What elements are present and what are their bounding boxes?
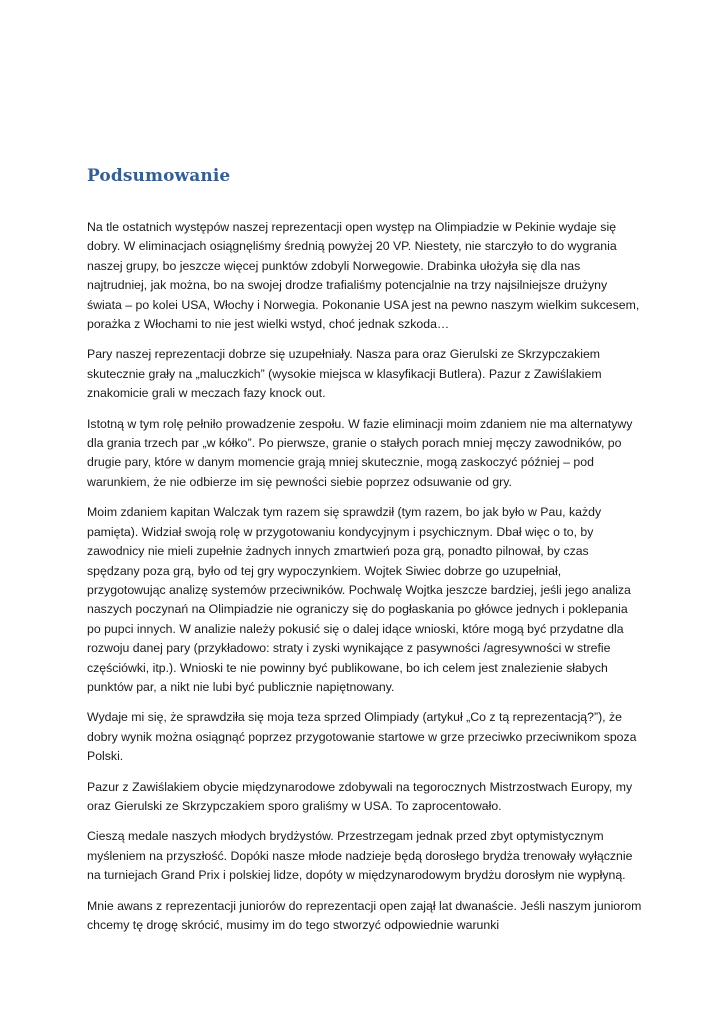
body-text [87, 218, 643, 946]
paragraph-3: Istotną w tym rolę pełniło prowadzenie zespołu. W fazie eliminacji moim zdaniem nie ma alternatywy dla grania trzech par „w kółko”. Po pierwsze, granie o stałych porach mniej męczy zawodników, po drugie pary, które w danym momencie grają mniej skutecznie, mogą zaskoczyć później – pod warunkiem, że nie odbierze im się pewności siebie poprzez odsuwanie od gry. [87, 416, 633, 489]
paragraph-5: Wydaje mi się, że sprawdziła się moja teza sprzed Olimpiady (artykuł „Co z tą reprezentacją?”), że dobry wynik można osiągnąć poprzez przygotowanie startowe w grze przeciwko przeciwnikom spoza Polski. [87, 710, 637, 764]
section-heading: Podsumowanie [87, 166, 231, 186]
paragraph-6: Pazur z Zawiślakiem obycie międzynarodowe zdobywali na tegorocznych Mistrzostwach Europy, my oraz Gierulski ze Skrzypczakiem sporo graliśmy w USA. To zaprocentowało. [87, 779, 633, 813]
paragraph-7: Cieszą medale naszych młodych brydżystów. Przestrzegam jednak przed zbyt optymistycznym myśleniem na przyszłość. Dopóki nasze młode nadzieje będą dorosłego brydża trenowały wyłącznie na turniejach Grand Prix i polskiej lidze, dopóty w międzynarodowym brydżu dorosłym nie wypłyną. [87, 829, 633, 883]
paragraph-4: Moim zdaniem kapitan Walczak tym razem się sprawdził (tym razem, bo jak było w Pau, każdy pamięta). Widział swoją rolę w przygotowaniu kondycyjnym i psychicznym. Dbał więc o to, by zawodnicy nie mieli zupełnie żadnych innych zmartwień poza grą, ponadto pilnował, by czas spędzany poza grą, było od tej gry wypoczynkiem. Wojtek Siwiec dobrze go uzupełniał, przygotowując analizę systemów przeciwników. Pochwalę Wojtka jeszcze bardziej, jeśli jego analiza naszych poczynań na Olimpiadzie nie ograniczy się do pogłaskania po główce jednych i poklepania po pupci innych. W analizie należy pokusić się o dalej idące wnioski, które mogą być przydatne dla rozwoju danej pary (przykładowo: straty i zyski wynikające z pasywności /agresywności w strefie częściówki, itp.). Wnioski te nie powinny być publikowane, bo ich celem jest znalezienie słabych punktów par, a nikt nie lubi być publicznie napiętnowany. [87, 505, 631, 694]
paragraph-1: Na tle ostatnich występów naszej reprezentacji open występ na Olimpiadzie w Pekinie wydaje się dobry. W eliminacjach osiągnęliśmy średnią powyżej 20 VP. Niestety, nie starczyło to do wygrania naszej grupy, bo jeszcze więcej punktów zdobyli Norwegowie. Drabinka ułożyła się dla nas najtrudniej, jak można, bo na swojej drodze trafialiśmy potencjalnie na trzy najsilniejsze drużyny świata – po kolei USA, Włochy i Norwegia. Pokonanie USA jest na pewno naszym wielkim sukcesem, porażka z Włochami to nie jest wielki wstyd, choć jednak szkoda… [87, 220, 640, 332]
paragraph-2: Pary naszej reprezentacji dobrze się uzupełniały. Nasza para oraz Gierulski ze Skrzypczakiem skutecznie grały na „maluczkich” (wysokie miejsca w klasyfikacji Butlera). Pazur z Zawiślakiem znakomicie grali w meczach fazy knock out. [87, 347, 602, 401]
paragraph-8: Mnie awans z reprezentacji juniorów do reprezentacji open zajął lat dwanaście. Jeśli naszym juniorom chcemy tę drogę skrócić, musimy im do tego stworzyć odpowiednie warunki [87, 898, 642, 932]
